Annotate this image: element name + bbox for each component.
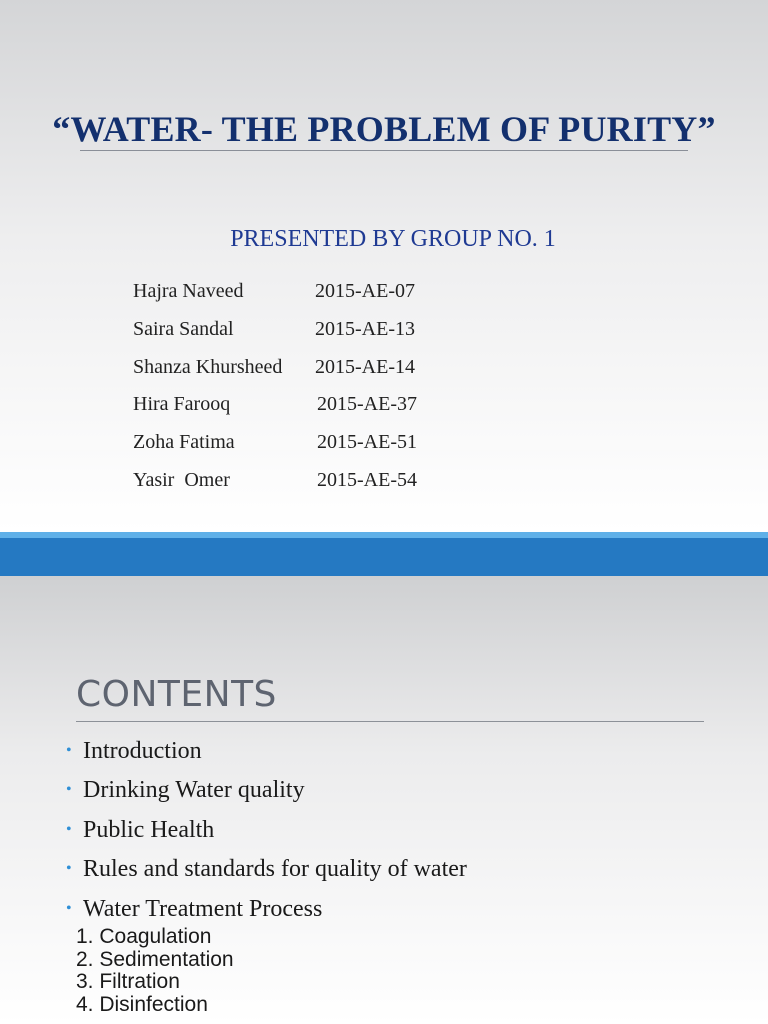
slide-divider-band — [0, 538, 768, 576]
list-item — [66, 817, 467, 856]
member-row — [133, 469, 553, 507]
contents-slide — [0, 576, 768, 1024]
bullet-text: Drinking Water quality — [83, 777, 305, 804]
member-id: 2015-AE-07 — [315, 280, 415, 302]
contents-underline — [76, 721, 704, 722]
member-name: Yasir Omer — [133, 468, 230, 491]
list-item — [66, 738, 467, 777]
presentation-title: “WATER- THE PROBLEM OF PURITY” — [52, 109, 716, 149]
bullet-dot-icon: • — [66, 742, 72, 759]
member-id: 2015-AE-37 — [317, 393, 417, 416]
bullet-dot-icon: • — [66, 820, 72, 838]
member-name: Shanza Khursheed — [133, 355, 283, 378]
member-id: 2015-AE-51 — [317, 431, 417, 454]
bullet-dot-icon: • — [66, 860, 72, 878]
list-item: 1. Coagulation — [76, 925, 212, 948]
member-name: Zoha Fatima — [133, 431, 235, 454]
member-row — [133, 431, 553, 469]
bullet-text: Rules and standards for quality of water — [83, 856, 467, 883]
member-list — [133, 280, 553, 507]
bullet-text: Water Treatment Process — [83, 895, 323, 922]
member-id: 2015-AE-14 — [315, 355, 415, 378]
member-row — [133, 280, 553, 318]
member-row — [133, 393, 553, 431]
member-name: Saira Sandal — [133, 317, 234, 340]
bullet-text: Public Health — [83, 816, 215, 843]
presenter-subtitle: PRESENTED BY GROUP NO. 1 — [230, 226, 556, 252]
member-id: 2015-AE-13 — [315, 317, 415, 340]
contents-heading: CONTENTS — [76, 674, 277, 715]
member-name: Hira Farooq — [133, 393, 231, 416]
title-underline — [80, 150, 688, 151]
member-row — [133, 318, 553, 356]
list-item: 3. Filtration — [76, 970, 180, 993]
list-item — [66, 777, 467, 816]
member-row — [133, 356, 553, 394]
bullet-text: Introduction — [83, 738, 202, 764]
list-item: 4. Disinfection — [76, 992, 208, 1016]
list-item — [66, 856, 467, 895]
treatment-steps-list — [76, 926, 234, 1016]
member-name: Hajra Naveed — [133, 280, 244, 302]
bullet-dot-icon: • — [66, 899, 72, 917]
contents-bullet-list — [66, 738, 467, 935]
member-id: 2015-AE-54 — [317, 468, 417, 491]
list-item: 2. Sedimentation — [76, 947, 234, 971]
bullet-dot-icon: • — [66, 781, 72, 799]
